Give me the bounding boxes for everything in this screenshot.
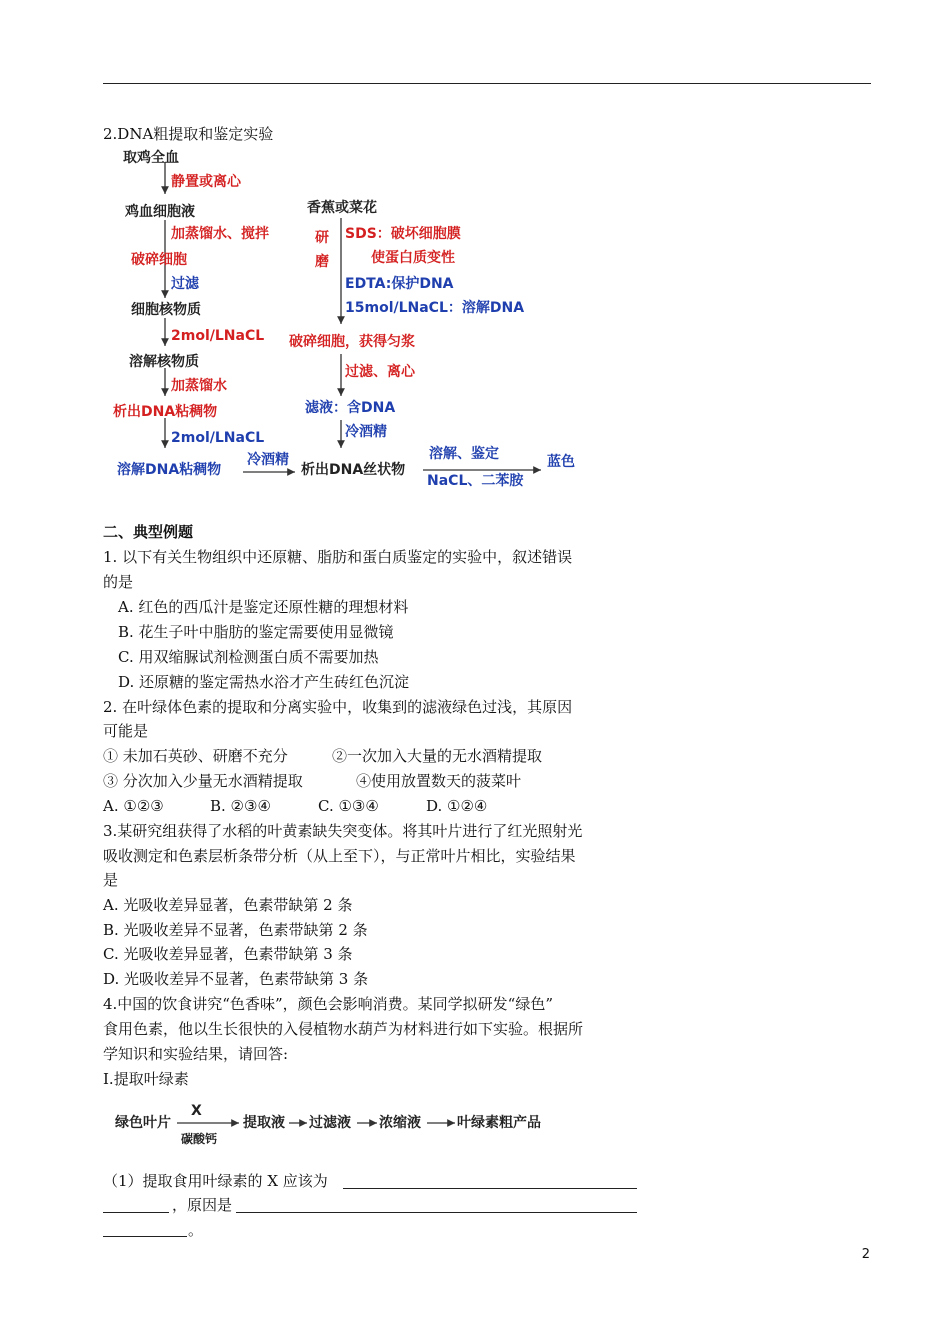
q2-option-a: A. ①②③ [103, 797, 164, 815]
flow-start: 绿色叶片 [115, 1115, 171, 1131]
left-step-5: 加蒸馏水 [171, 378, 227, 394]
right-node-3: 滤液：含DNA [305, 400, 396, 416]
q3-line3: 是 [103, 871, 119, 889]
left-node-2: 鸡血细胞液 [125, 204, 195, 220]
left-node-7: 溶解DNA粘稠物 [117, 462, 222, 478]
q3-line1: 3.某研究组获得了水稻的叶黄素缺失突变体。将其叶片进行了红光照射光 [103, 822, 583, 840]
q4-line1: 4.中国的饮食讲究“色香味”，颜色会影响消费。某同学拟研发“绿色” [103, 995, 553, 1013]
q2-line2: 可能是 [103, 722, 149, 740]
q3-line2: 吸收测定和色素层析条带分析（从上至下），与正常叶片相比，实验结果 [103, 847, 576, 865]
q1-line2: 的是 [103, 573, 134, 591]
left-node-1: 取鸡全血 [123, 150, 179, 166]
q2-opt3: ③ 分次加入少量无水酒精提取 [103, 772, 303, 790]
chlorophyll-flow-diagram [115, 1101, 565, 1149]
left-node-3: 破碎细胞 [131, 252, 187, 268]
q4-line3: 学知识和实验结果，请回答: [103, 1045, 289, 1063]
left-node-4: 细胞核物质 [131, 302, 201, 318]
flow-step-5: 叶绿素粗产品 [457, 1115, 541, 1131]
q2-opt4: ④使用放置数天的菠菜叶 [356, 772, 522, 790]
q4-sub1-end: 。 [188, 1221, 204, 1239]
q2-option-b: B. ②③④ [210, 797, 271, 815]
flow-under-label: 碳酸钙 [181, 1132, 218, 1146]
left-step-1: 静置或离心 [171, 174, 241, 190]
answer-blank-1[interactable] [343, 1188, 637, 1189]
right-step-3: 冷酒精 [345, 424, 387, 440]
q3-option-b: B. 光吸收差异不显著，色素带缺第 2 条 [103, 921, 368, 939]
answer-blank-2[interactable] [236, 1212, 637, 1213]
left-step-4: 2mol/LNaCL [171, 328, 265, 344]
q4-sub1-reason: ，原因是 [172, 1196, 233, 1214]
right-result: 蓝色 [547, 454, 575, 470]
left-node-5: 溶解核物质 [129, 354, 199, 370]
q2-opt2: ②一次加入大量的无水酒精提取 [332, 747, 543, 765]
right-node-2: 破碎细胞，获得匀浆 [289, 334, 415, 350]
flow-over-label: X [191, 1103, 202, 1119]
right-node-1: 香蕉或菜花 [307, 200, 377, 216]
left-node-8: 析出DNA丝状物 [301, 462, 406, 478]
section2-heading: 二、典型例题 [103, 523, 194, 541]
left-step-3: 过滤 [171, 276, 199, 292]
q3-option-a: A. 光吸收差异显著，色素带缺第 2 条 [103, 896, 353, 914]
q1-line1: 1. 以下有关生物组织中还原糖、脂肪和蛋白质鉴定的实验中，叙述错误 [103, 548, 573, 566]
q1-option-c: C. 用双缩脲试剂检测蛋白质不需要加热 [118, 648, 379, 666]
q4-part1: I.提取叶绿素 [103, 1070, 189, 1088]
left-step-6: 2mol/LNaCL [171, 430, 265, 446]
left-node-6: 析出DNA粘稠物 [113, 404, 218, 420]
right-arrow-top: 溶解、鉴定 [429, 446, 499, 462]
dna-extraction-diagram [103, 146, 593, 486]
answer-blank-2-cont[interactable] [103, 1236, 187, 1237]
left-arrow-label: 冷酒精 [247, 452, 289, 468]
answer-blank-1-cont[interactable] [103, 1212, 169, 1213]
q2-line1: 2. 在叶绿体色素的提取和分离实验中，收集到的滤液绿色过浅，其原因 [103, 698, 573, 716]
right-reagent-4: 15mol/LNaCL：溶解DNA [345, 300, 525, 316]
q2-opt1: ① 未加石英砂、研磨不充分 [103, 747, 288, 765]
right-reagent-3: EDTA:保护DNA [345, 276, 454, 292]
right-reagent-1: SDS：破坏细胞膜 [345, 226, 461, 242]
q1-option-d: D. 还原糖的鉴定需热水浴才产生砖红色沉淀 [118, 673, 410, 691]
left-step-2: 加蒸馏水、搅拌 [171, 226, 269, 242]
q3-option-c: C. 光吸收差异显著，色素带缺第 3 条 [103, 945, 353, 963]
q3-option-d: D. 光吸收差异不显著，色素带缺第 3 条 [103, 970, 369, 988]
flow-step-4: 浓缩液 [379, 1115, 421, 1131]
header-rule [103, 83, 871, 84]
flow-step-3: 过滤液 [309, 1115, 351, 1131]
q1-option-a: A. 红色的西瓜汁是鉴定还原性糖的理想材料 [118, 598, 409, 616]
right-grind-2: 磨 [315, 254, 329, 270]
right-arrow-bottom-label: NaCL、二苯胺 [427, 473, 524, 489]
q2-option-d: D. ①②④ [426, 797, 488, 815]
right-step-2: 过滤、离心 [345, 364, 415, 380]
q4-line2: 食用色素，他以生长很快的入侵植物水葫芦为材料进行如下实验。根据所 [103, 1020, 584, 1038]
page-number: 2 [861, 1247, 870, 1262]
flow-step-2: 提取液 [243, 1115, 285, 1131]
section-dna-title: 2.DNA粗提取和鉴定实验 [103, 125, 274, 143]
right-grind-1: 研 [315, 230, 329, 246]
q2-option-c: C. ①③④ [318, 797, 379, 815]
q1-option-b: B. 花生子叶中脂肪的鉴定需要使用显微镜 [118, 623, 394, 641]
right-reagent-2: 使蛋白质变性 [371, 250, 455, 266]
q4-sub1-prompt: （1）提取食用叶绿素的 X 应该为 [103, 1172, 328, 1190]
